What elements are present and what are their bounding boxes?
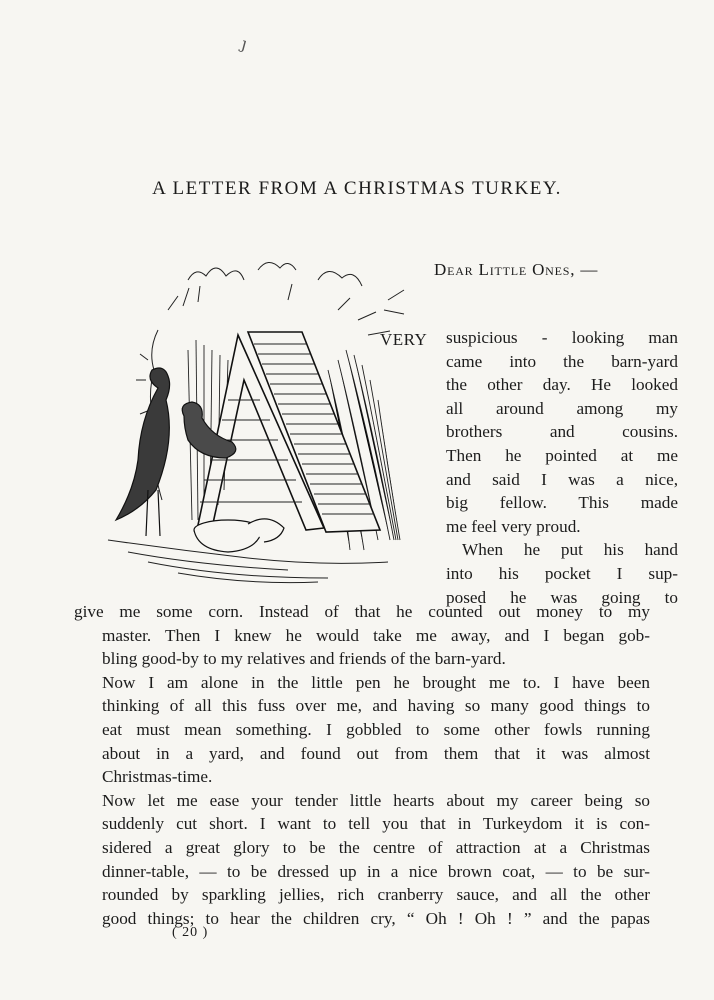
column-line: big fellow. This made: [446, 493, 678, 513]
column-line: all around among my: [446, 398, 678, 418]
column-line: When he put his hand: [462, 540, 678, 560]
body-line: master. Then I knew he would take me away, and I began gob-: [102, 625, 650, 645]
body-line: about in a yard, and found out from them that it was almost: [102, 743, 650, 763]
letter-salutation: Dear Little Ones, —: [434, 260, 599, 279]
body-text: [74, 600, 650, 930]
turkey-coop-illustration: [88, 240, 418, 590]
body-line: good things; to hear the children cry, “ Oh ! Oh ! ” and the papas: [102, 908, 650, 928]
column-line: into his pocket I sup-: [446, 563, 678, 583]
column-line: suspicious - looking man: [446, 328, 678, 347]
body-line: bling good-by to my relatives and friends of the barn-yard.: [102, 649, 506, 669]
body-line: Now let me ease your tender little hearts about my career being so: [102, 790, 650, 810]
column-line: brothers and cousins.: [446, 422, 678, 442]
column-line: me feel very proud.: [446, 516, 581, 536]
body-line: sidered a great glory to be the centre of attraction at a Christmas: [102, 837, 650, 857]
body-line: eat must mean something. I gobbled to some other fowls running: [102, 719, 650, 739]
page-title: A LETTER FROM A CHRISTMAS TURKEY.: [152, 178, 562, 199]
column-line: came into the barn-yard: [446, 351, 678, 371]
body-line: Now I am alone in the little pen he brought me to. I have been: [102, 672, 650, 692]
body-line: suddenly cut short. I want to tell you that in Turkeydom it is con-: [102, 814, 650, 834]
column-line: posed he was going to: [446, 587, 678, 607]
body-line: rounded by sparkling jellies, rich cranberry sauce, and all the other: [102, 885, 650, 905]
body-line: give me some corn. Instead of that he counted out money to my: [74, 602, 650, 621]
column-line: Then he pointed at me: [446, 445, 678, 465]
page-number: ( 20 ): [172, 925, 209, 940]
dropcap-word: VERY: [380, 330, 428, 349]
body-line: Christmas-time.: [102, 767, 213, 787]
body-line: dinner-table, — to be dressed up in a nice brown coat, — to be sur-: [102, 861, 650, 881]
body-line: thinking of all this fuss over me, and having so many good things to: [102, 696, 650, 716]
wrapped-column: [446, 326, 678, 609]
column-line: and said I was a nice,: [446, 469, 678, 489]
column-line: the other day. He looked: [446, 375, 678, 395]
pencil-mark: ȷ: [239, 33, 250, 54]
